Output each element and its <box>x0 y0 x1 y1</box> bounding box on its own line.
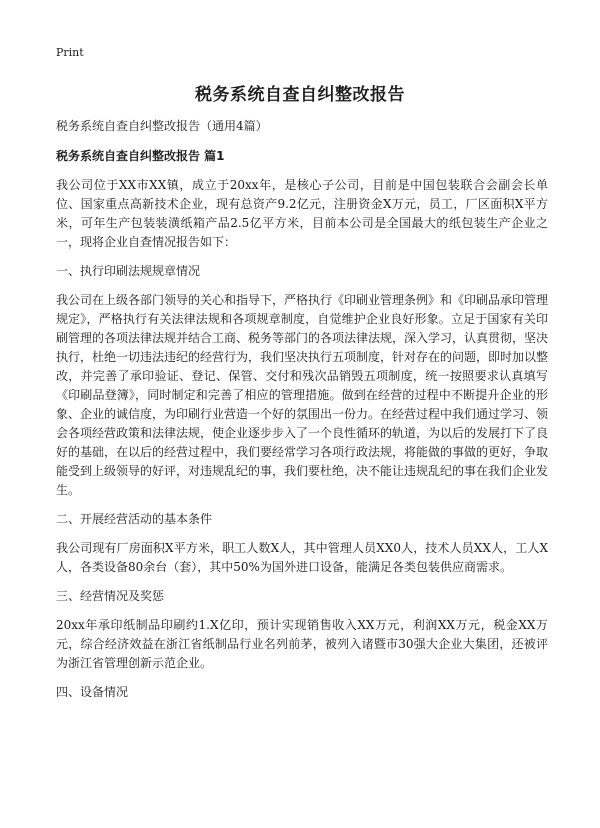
intro-paragraph: 我公司位于XX市XX镇，成立于20xx年，是核心子公司，目前是中国包装联合会副会长单位、国家重点高新技术企业，现有总资产9.2亿元，注册资金X万元，员工，厂区面积X平方米，可年生产包装装潢纸箱产品2.5亿平方米，目前本公司是全国最大的纸包装生产企业之一，现将企业自查情况报告如下： <box>56 178 548 249</box>
document-title: 税务系统自查自纠整改报告 <box>195 85 405 105</box>
section-1-heading: 一、执行印刷法规规章情况 <box>56 264 201 278</box>
section-2-heading: 二、开展经营活动的基本条件 <box>56 512 213 526</box>
section-2-body: 我公司现有厂房面积X平方米，职工人数X人，其中管理人员XX0人，技术人员XX人，工人X人，各类设备80余台（套），其中50%为国外进口设备，能满足各类包装供应商需求。 <box>56 541 548 574</box>
print-link[interactable]: Print <box>56 46 84 59</box>
section-4-heading: 四、设备情况 <box>56 685 129 699</box>
section-3-heading: 三、经营情况及奖惩 <box>56 589 165 603</box>
article-title: 税务系统自查自纠整改报告 篇1 <box>56 149 225 163</box>
section-3-body: 20xx年承印纸制品印刷约1.X亿印，预计实现销售收入XX万元，利润XX万元，税金XX万元，综合经济效益在浙江省纸制品行业名列前茅，被列入诸暨市30强大企业大集团，还被评为浙江省管理创新示范企业。 <box>56 618 548 670</box>
section-1-body: 我公司在上级各部门领导的关心和指导下，严格执行《印刷业管理条例》和《印刷品承印管理规定》，严格执行有关法律法规和各项规章制度，自觉维护企业良好形象。立足于国家有关印刷管理的各项法律法规并结合工商、税务等部门的各项法律法规，深入学习，认真贯彻，坚决执行，杜绝一切违法违纪的经营行为，我们坚决执行五项制度，针对存在的问题，即时加以整改，并完善了承印验证、登记、保管、交付和残次品销毁五项制度，统一按照要求认真填写《印刷品登簿》，同时制定和完善了相应的管理措施。做到在经营的过程中不断提升企业的形象、企业的诚信度，为印刷行业营造一个好的氛围出一份力。在经营过程中我们通过学习、领会各项经营政策和法律法规，使企业逐步步入了一个良性循环的轨道，为以后的发展打下了良好的基础，在以后的经营过程中，我们要经常学习各项行政法规，将能做的事做的更好，争取能受到上级领导的好评，对违规乱纪的事，我们要杜绝，决不能让违规乱纪的事在我们企业发生。 <box>56 293 549 497</box>
document-content <box>56 116 548 712</box>
document-subtitle: 税务系统自查自纠整改报告（通用4篇） <box>56 119 268 133</box>
